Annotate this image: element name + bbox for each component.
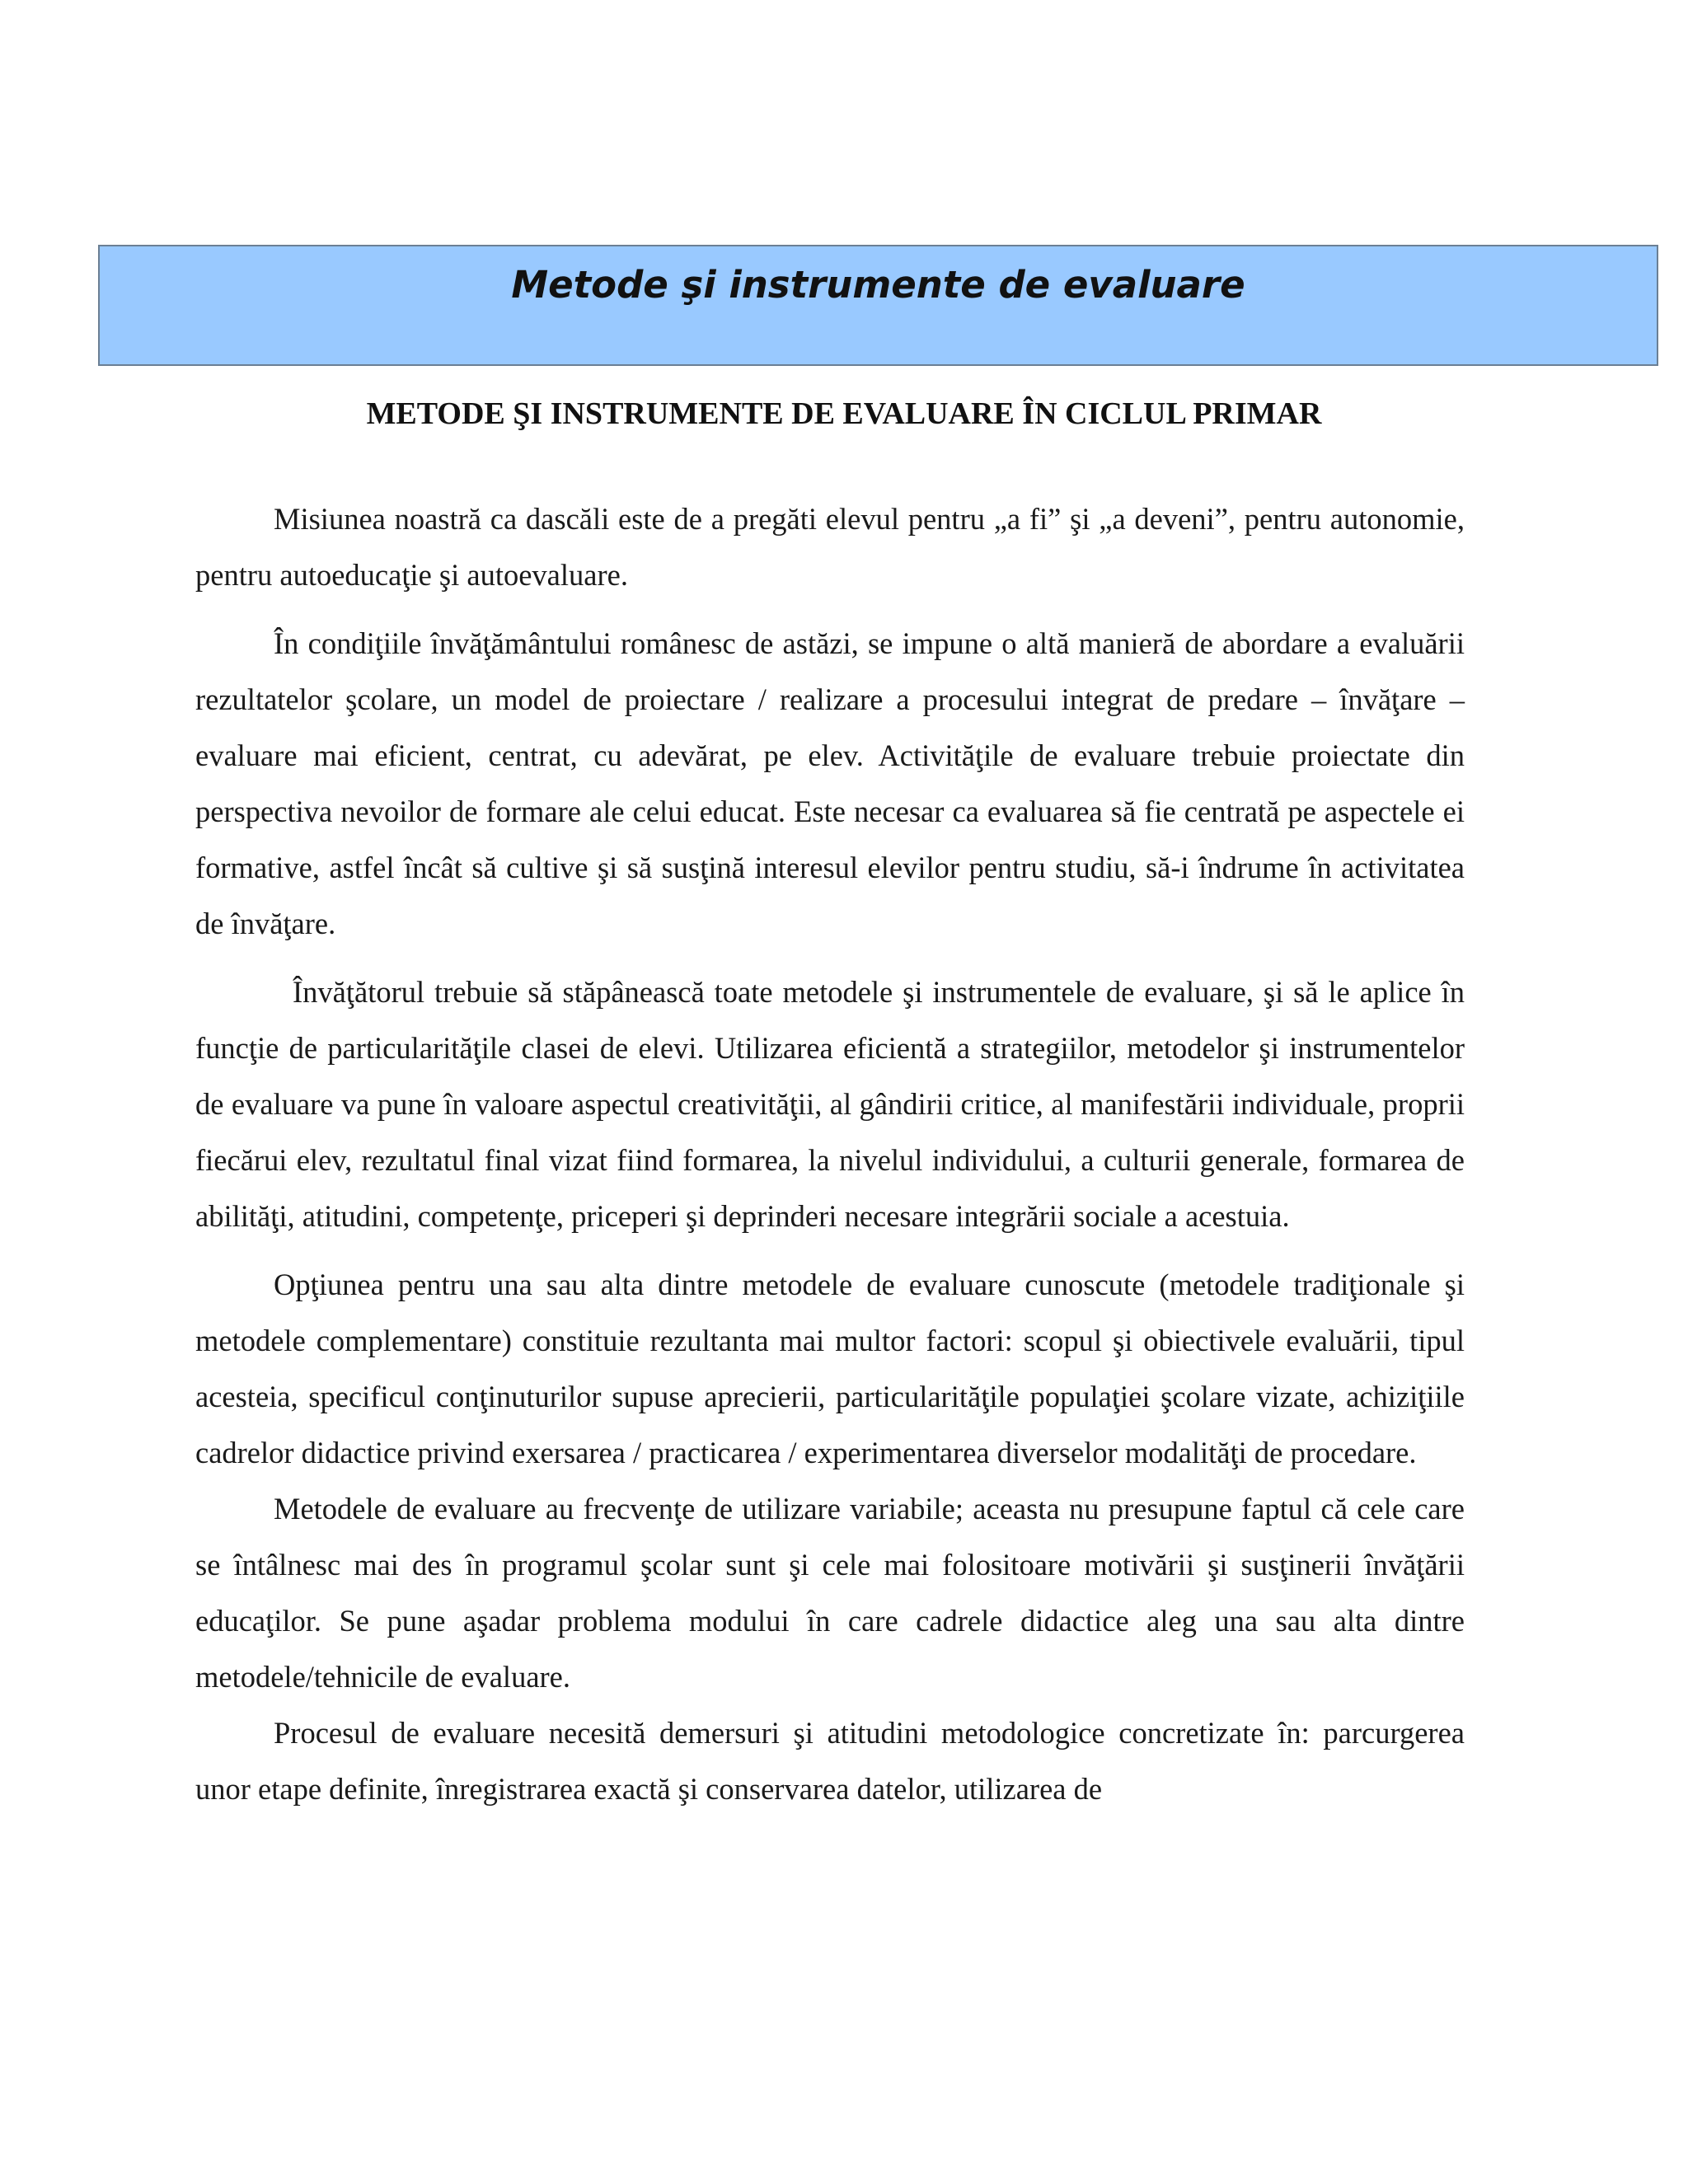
paragraph-mission: Misiunea noastră ca dascăli este de a pregăti elevul pentru „a fi” şi „a deveni”, pentru autonomie, pentru autoeducaţie şi autoevaluare. bbox=[195, 502, 1465, 592]
paragraph-teacher: Învăţătorul trebuie să stăpânească toate metodele şi instrumentele de evaluare, şi să le aplice în funcţie de particularităţile clasei de elevi. Utilizarea eficientă a strategiilor, metodelor şi instrumentelor de evaluare va pune în valoare aspectul creativităţii, al gândirii critice, al manifestării individuale, proprii fiecărui elev, rezultatul final vizat fiind formarea, la nivelul individului, a culturii generale, formarea de abilităţi, atitudini, competenţe, priceperi şi deprinderi necesare integrării sociale a acestuia. bbox=[195, 975, 1465, 1233]
body-text bbox=[195, 491, 1465, 1817]
paragraph-methods: Metodele de evaluare au frecvenţe de utilizare variabile; aceasta nu presupune faptul că cele care se întâlnesc mai des în programul şcolar sunt şi cele mai folositoare motivării şi susţinerii învăţării educaţilor. Se pune aşadar problema modului în care cadrele didactice aleg una sau alta dintre metodele/tehnicile de evaluare. bbox=[195, 1492, 1465, 1694]
document-title: Metode şi instrumente de evaluare bbox=[511, 263, 1245, 307]
paragraph-option: Opţiunea pentru una sau alta dintre metodele de evaluare cunoscute (metodele tradiţionale şi metodele complementare) constituie rezultanta mai multor factori: scopul şi obiectivele evaluării, tipul acesteia, specificul conţinuturilor supuse aprecierii, particularităţile populaţiei şcolare vizate, achiziţiile cadrelor didactice privind exersarea / practicarea / experimentarea diverselor modalităţi de procedare. bbox=[195, 1268, 1465, 1469]
title-banner bbox=[98, 245, 1658, 366]
section-heading: METODE ŞI INSTRUMENTE DE EVALUARE ÎN CICLUL PRIMAR bbox=[366, 396, 1322, 431]
paragraph-process: Procesul de evaluare necesită demersuri şi atitudini metodologice concretizate în: parcurgerea unor etape definite, înregistrarea exactă şi conservarea datelor, utilizarea de bbox=[195, 1716, 1465, 1806]
paragraph-context: În condiţiile învăţământului românesc de astăzi, se impune o altă manieră de abordare a evaluării rezultatelor şcolare, un model de proiectare / realizare a procesului integrat de predare – învăţare – evaluare mai eficient, centrat, cu adevărat, pe elev. Activităţile de evaluare trebuie proiectate din perspectiva nevoilor de formare ale celui educat. Este necesar ca evaluarea să fie centrată pe aspectele ei formative, astfel încât să cultive şi să susţină interesul elevilor pentru studiu, să-i îndrume în activitatea de învăţare. bbox=[195, 626, 1465, 940]
